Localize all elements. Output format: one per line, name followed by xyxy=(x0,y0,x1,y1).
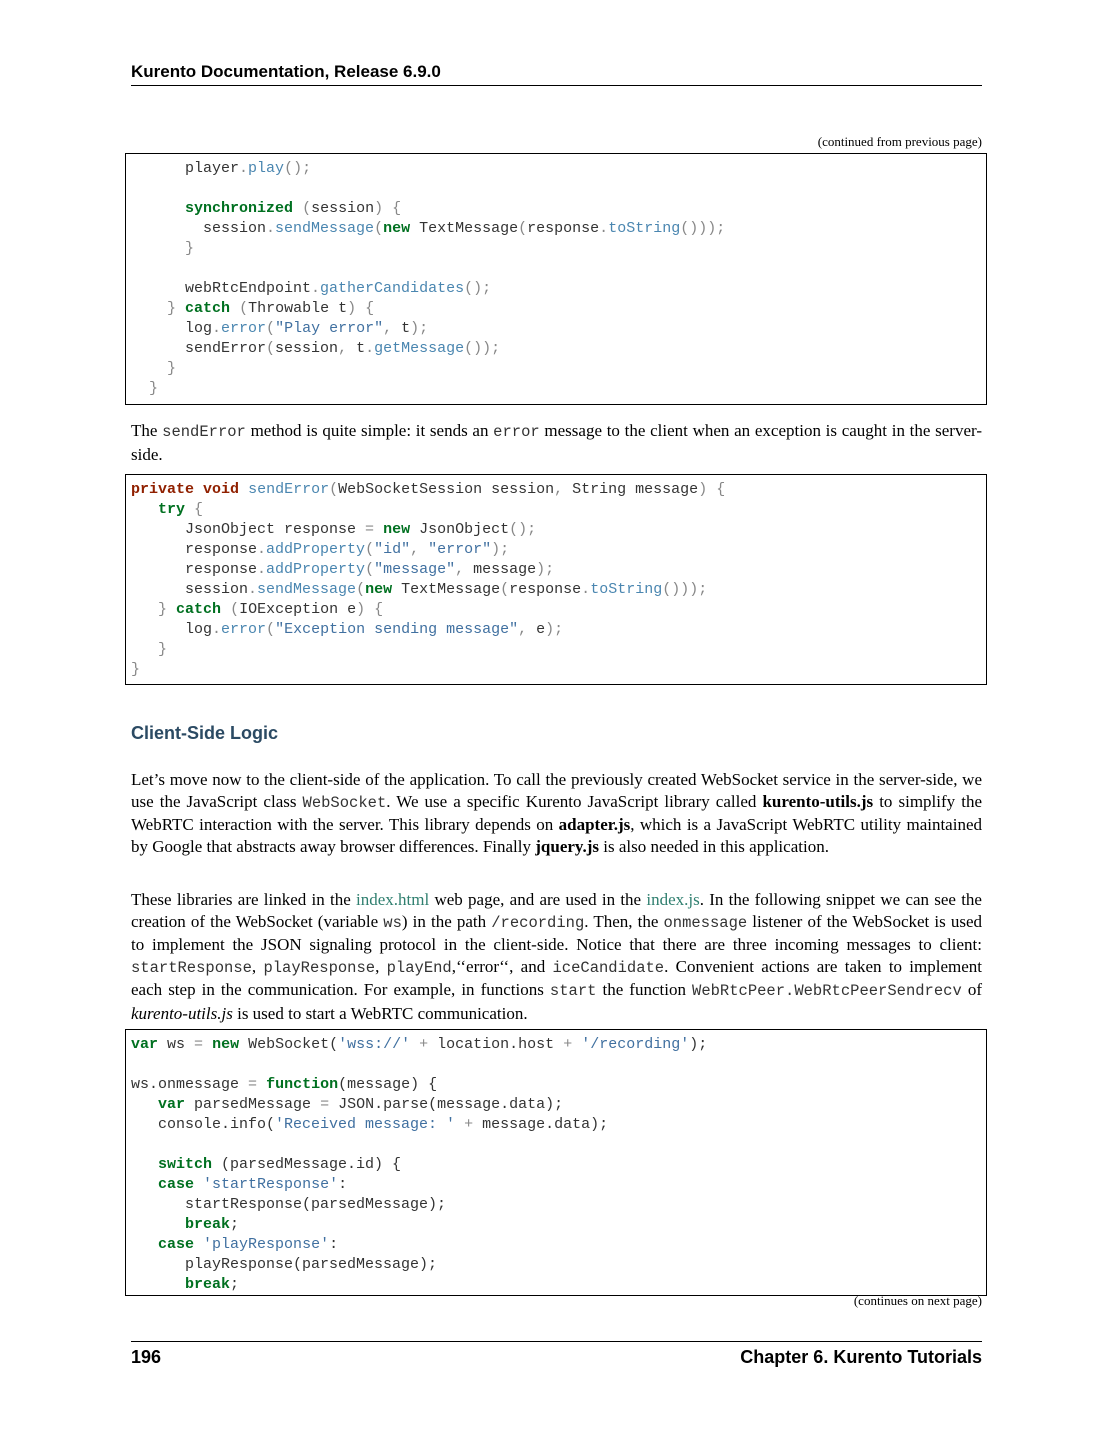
paragraph-client-side: Let’s move now to the client-side of the application. To call the previously created WebSocket service in the server-side, we use the JavaScript class WebSocket. We use a specific Kurento JavaScript library called kurento-utils.js to simplify the WebRTC interaction with the server. This library depends on adapter.js, which is a JavaScript WebRTC utility maintained by Google that abstracts away browser differences. Finally jquery.js is also needed in this application. xyxy=(131,770,982,856)
code-listing: player.play(); synchronized (session) { session.sendMessage(new TextMessage(response.toString())); } webRtcEndpoint.gatherCandidates(); } catch (Throwable t) { log.error("Play error", t); sendError(session, t.getMessage()); } } xyxy=(131,160,726,397)
paragraph-send-error: The sendError method is quite simple: it sends an error message to the client when an exception is caught in the server-side. xyxy=(131,421,982,464)
code-listing: private void sendError(WebSocketSession session, String message) { try { JsonObject response = new JsonObject(); response.addProperty("id", "error"); response.addProperty("message", message); session.sendMessage(new TextMessage(response.toString())); } catch (IOException e) { log.error("Exception sending message", e); } } xyxy=(131,481,726,678)
page-number: 196 xyxy=(131,1347,162,1367)
code-listing: var ws = new WebSocket('wss://' + location.host + '/recording'); ws.onmessage = function(message) { var parsedMessage = JSON.parse(message.data); console.info('Received message: ' + message.data); switch (parsedMessage.id) { case 'startResponse': startResponse(parsedMessage); break; case 'playResponse': playResponse(parsedMessage); break; xyxy=(131,1036,708,1293)
section-title: Client-Side Logic xyxy=(131,723,279,743)
chapter-title: Chapter 6. Kurento Tutorials xyxy=(740,1347,982,1367)
header-title: Kurento Documentation, Release 6.9.0 xyxy=(131,62,441,81)
code-block-send-error xyxy=(125,474,987,685)
code-block-websocket xyxy=(125,1029,987,1296)
footer-divider xyxy=(131,1341,982,1342)
paragraph-libraries: These libraries are linked in the index.html web page, and are used in the index.js. In the following snippet we can see the creation of the WebSocket (variable ws) in the path /recording. Then, the onmessage listener of the WebSocket is used to implement the JSON signaling protocol in the client-side. Notice that there are three incoming messages to client: startResponse, playResponse, playEnd,‘‘error‘‘, and iceCandidate. Convenient actions are taken to implement each step in the communication. For example, in functions start the function WebRtcPeer.WebRtcPeerSendrecv of kurento-utils.js is used to start a WebRTC communication. xyxy=(131,890,983,1023)
code-block-play xyxy=(125,153,987,405)
page-header xyxy=(131,62,982,86)
link-index-js[interactable]: index.js xyxy=(646,890,700,909)
continues-on-note: (continues on next page) xyxy=(853,1293,982,1308)
page-footer xyxy=(131,1347,982,1368)
continued-from-note: (continued from previous page) xyxy=(817,134,982,149)
link-index-html[interactable]: index.html xyxy=(356,890,430,909)
